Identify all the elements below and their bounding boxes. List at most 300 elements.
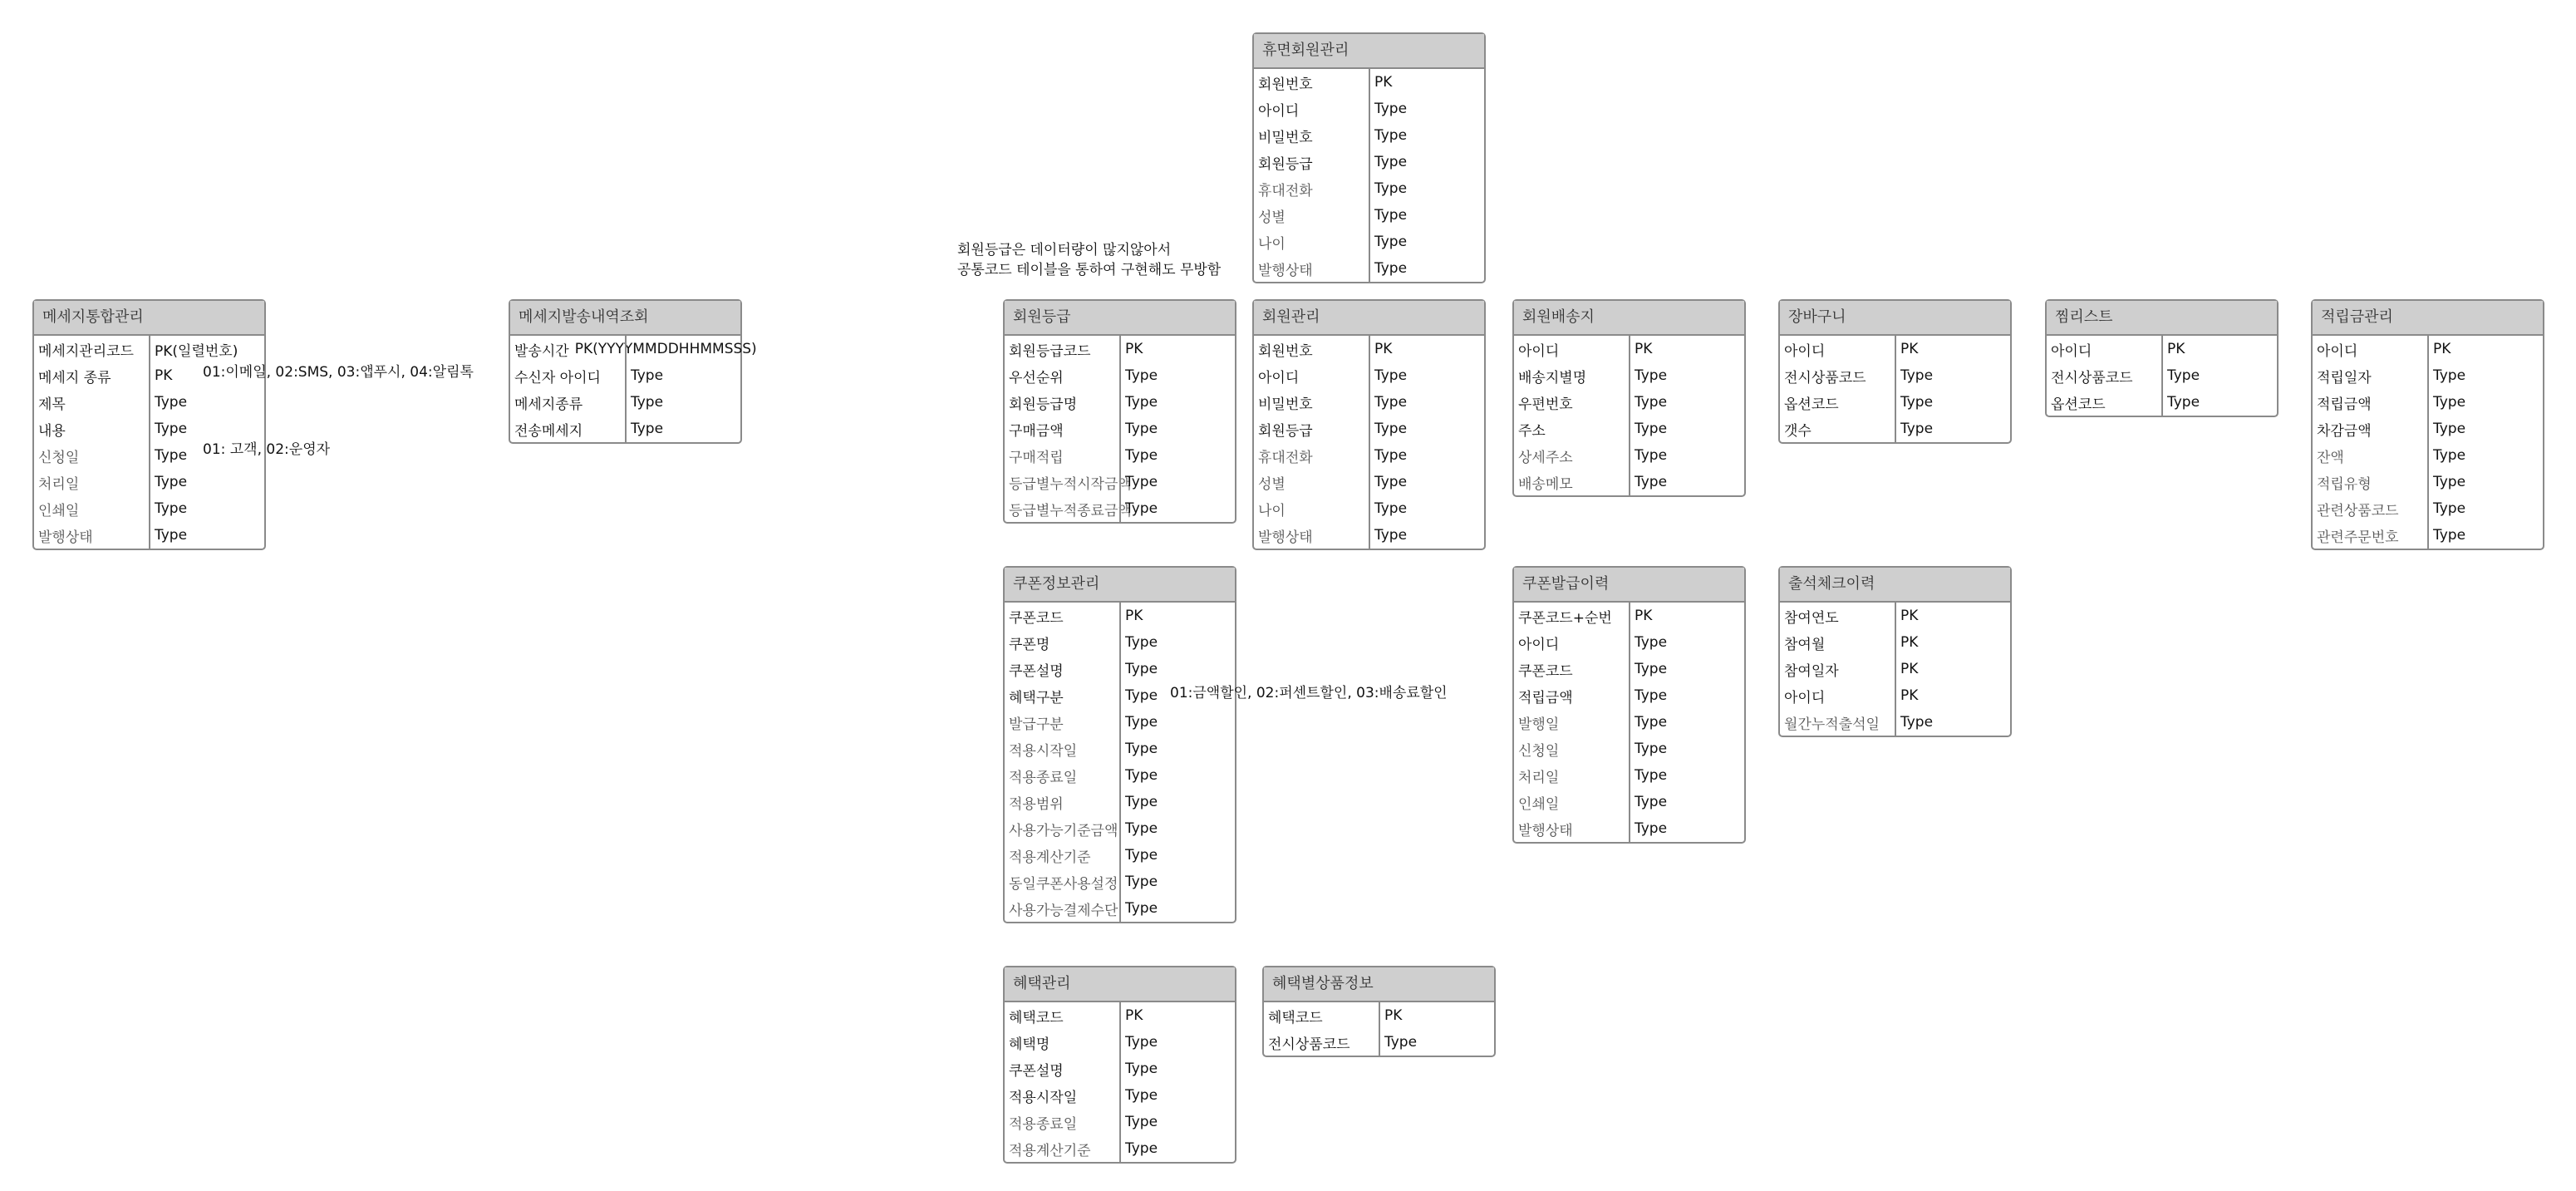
column-name: 주소 [1518,422,1546,440]
column-type: Type [1900,367,1934,384]
column-row [1514,656,1744,682]
column-row [2047,389,2277,416]
column-row [510,389,740,416]
column-name: 등급별누적시작금액 [1009,475,1132,493]
column-row [1005,442,1235,469]
entity-columns [1254,69,1484,282]
column-type: Type [1374,474,1408,490]
entity-columns [2047,336,2277,416]
column-type: PK [1900,687,1919,704]
column-row [1780,362,2010,389]
column-name: 우편번호 [1518,396,1573,413]
column-row [1514,736,1744,762]
points-table [2311,299,2544,550]
column-row [510,336,757,362]
column-type: Type [1125,847,1158,864]
column-type: Type [1635,421,1668,437]
column-name: 배송지별명 [1518,369,1587,386]
column-type: Type [1374,500,1408,517]
column-row [2047,362,2277,389]
column-type: Type [1125,661,1158,677]
column-name: 아이디 [1784,689,1826,706]
entity-columns [1780,603,2010,736]
column-row [1005,895,1235,922]
column-type: Type [1635,687,1668,704]
column-row [1514,603,1744,629]
column-name: 신청일 [1518,742,1560,760]
entity-columns [1005,1002,1235,1162]
column-row [1005,869,1235,895]
entity-title: 회원관리 [1254,301,1484,336]
column-row [2313,442,2543,469]
grade-note-line-1: 회원등급은 데이터량이 많지않아서 [957,242,1172,258]
column-name: 전송메세지 [514,422,583,440]
column-type: Type [631,367,664,384]
column-name: 혜택명 [1009,1036,1050,1053]
column-type: Type [1374,154,1408,170]
entity-columns [1005,336,1235,522]
column-name: 신청일 [38,449,80,466]
column-type: PK [1635,608,1653,624]
column-row [1254,442,1484,469]
column-row [1514,709,1744,736]
column-type: Type [1374,367,1408,384]
column-type: Type [631,421,664,437]
column-name: 수신자 아이디 [514,369,601,386]
column-row [2313,495,2543,522]
column-name: 옵션코드 [1784,396,1839,413]
column-row [1254,202,1484,229]
column-type: Type [155,394,188,411]
benefit-type-note: 01:금액할인, 02:퍼센트할인, 03:배송료할인 [1170,685,1448,701]
column-type: Type [1125,421,1158,437]
column-name: 휴대전화 [1258,449,1313,466]
column-name: 우선순위 [1009,369,1064,386]
column-row [1514,789,1744,815]
column-name: 관련상품코드 [2317,502,2399,519]
column-row [1005,1135,1235,1162]
column-row [2313,389,2543,416]
column-type: Type [2167,367,2200,384]
column-type: Type [1125,1034,1158,1051]
column-name: 전시상품코드 [1268,1036,1350,1053]
column-name: 발송시간 [514,342,569,360]
grade-note [957,240,1221,280]
column-name: 적용시작일 [1009,1089,1078,1106]
column-row [2047,336,2277,362]
column-type: Type [1635,820,1668,837]
column-name: 사용가능결제수단 [1009,902,1118,919]
column-name: 나이 [1258,235,1286,253]
column-name: 구매금액 [1009,422,1064,440]
column-row [1254,522,1484,549]
column-type: Type [1125,820,1158,837]
column-type: Type [155,474,188,490]
column-row [1005,842,1235,869]
column-type: Type [2433,367,2466,384]
column-type: Type [1125,767,1158,784]
column-name: 구매적립 [1009,449,1064,466]
column-type: Type [1635,394,1668,411]
column-type: Type [2433,447,2466,464]
column-name: 등급별누적종료금액 [1009,502,1132,519]
column-name: 적립일자 [2317,369,2372,386]
column-row [1254,255,1484,282]
column-row [1254,69,1484,96]
column-row [34,522,264,549]
column-type: Type [1374,527,1408,544]
column-row [1005,736,1235,762]
column-name: 쿠폰명 [1009,636,1050,653]
column-name: 적용종료일 [1009,1115,1078,1133]
column-type: Type [1374,394,1408,411]
member-shipping-table [1512,299,1746,497]
column-row [1514,469,1744,495]
column-row [1514,389,1744,416]
entity-title: 찜리스트 [2047,301,2277,336]
column-type: Type [1900,421,1934,437]
column-type: Type [1374,421,1408,437]
column-row [1780,709,2010,736]
column-row [1005,389,1235,416]
column-type: Type [1125,367,1158,384]
grade-note-line-2: 공통코드 테이블을 통하여 구현해도 무방함 [957,262,1222,278]
entity-columns [510,336,757,442]
column-name: 회원등급코드 [1009,342,1091,360]
column-row [1514,416,1744,442]
column-type: Type [1125,394,1158,411]
column-name: 성별 [1258,209,1286,226]
column-type: Type [2433,394,2466,411]
column-row [510,362,740,389]
column-type: Type [1125,874,1158,890]
column-type: Type [1635,794,1668,810]
column-type: Type [1374,447,1408,464]
column-name: 아이디 [1518,636,1560,653]
column-type: PK [2433,341,2451,357]
column-type: PK [1125,608,1143,624]
column-name: 적용계산기준 [1009,1142,1091,1159]
column-name: 아이디 [1258,102,1300,120]
column-name: 전시상품코드 [2051,369,2133,386]
benefit-table [1003,966,1236,1164]
column-row [1514,362,1744,389]
entity-title: 메세지통합관리 [34,301,264,336]
column-name: 아이디 [1258,369,1300,386]
column-type: Type [1374,180,1408,197]
column-type: Type [2433,421,2466,437]
column-name: 혜택구분 [1009,689,1064,706]
column-name: 혜택코드 [1009,1009,1064,1026]
column-row [1005,1002,1235,1029]
entity-title: 휴면회원관리 [1254,34,1484,69]
column-name: 적용계산기준 [1009,849,1091,866]
column-row [1005,469,1235,495]
column-type: Type [155,527,188,544]
column-row [1264,1002,1494,1029]
column-name: 쿠폰코드+순번 [1518,609,1612,627]
column-row [2313,336,2543,362]
column-name: 회원등급 [1258,155,1313,173]
column-type: Type [2433,527,2466,544]
column-type: Type [1125,794,1158,810]
entity-columns [1254,336,1484,549]
column-type: Type [1125,687,1158,704]
member-grade-table [1003,299,1236,524]
column-row [1780,389,2010,416]
column-name: 회원번호 [1258,342,1313,360]
column-type: Type [1635,661,1668,677]
column-type: PK [1900,661,1919,677]
column-type: Type [1900,394,1934,411]
column-row [1514,762,1744,789]
column-row [1254,495,1484,522]
column-type: PK [1125,341,1143,357]
column-type: Type [1374,101,1408,117]
column-type: PK [1374,74,1393,91]
column-row [1514,336,1744,362]
column-row [1780,629,2010,656]
column-name: 쿠폰설명 [1009,1062,1064,1080]
column-name: 발행상태 [1258,529,1313,546]
entity-columns [1780,336,2010,442]
column-type: Type [1635,741,1668,757]
entity-columns [1264,1002,1494,1056]
column-name: 회원번호 [1258,76,1313,93]
column-type: Type [1125,474,1158,490]
column-name: 메세지 종류 [38,369,111,386]
column-name: 아이디 [1518,342,1560,360]
column-name: 메세지관리코드 [38,342,134,360]
column-name: 참여연도 [1784,609,1839,627]
benefit-product-table [1262,966,1496,1057]
column-name: 적용종료일 [1009,769,1078,786]
column-name: 사용가능기준금액 [1009,822,1118,839]
cart-table [1778,299,2012,444]
column-name: 회원등급 [1258,422,1313,440]
column-type: Type [1635,714,1668,731]
column-row [1005,656,1235,682]
column-type: Type [1635,767,1668,784]
column-row [1780,416,2010,442]
column-name: 잔액 [2317,449,2344,466]
column-name: 적립금액 [1518,689,1573,706]
column-type: Type [1635,367,1668,384]
column-name: 적립유형 [2317,475,2372,493]
column-name: 발행상태 [38,529,93,546]
column-type: PK [1635,341,1653,357]
column-name: 아이디 [1784,342,1826,360]
entity-columns [1005,603,1235,922]
column-row [1005,789,1235,815]
column-row [1254,469,1484,495]
column-name: 발행상태 [1258,262,1313,279]
column-type: Type [2433,474,2466,490]
member-table [1252,299,1486,550]
column-name: 동일쿠폰사용설정 [1009,875,1118,893]
entity-title: 쿠폰발급이력 [1514,568,1744,603]
column-type: PK [155,367,173,384]
column-type: PK [1900,634,1919,651]
column-name: 참여일자 [1784,662,1839,680]
entity-title: 혜택관리 [1005,967,1235,1002]
column-row [1005,1082,1235,1109]
column-name: 나이 [1258,502,1286,519]
column-row [1254,175,1484,202]
column-row [1005,629,1235,656]
column-row [34,416,264,442]
requester-note: 01: 고객, 02:운영자 [203,441,331,458]
column-row [1254,389,1484,416]
column-name: 아이디 [2051,342,2092,360]
column-name: 처리일 [1518,769,1560,786]
column-row [34,469,264,495]
column-type: Type [1125,447,1158,464]
column-type: Type [2167,394,2200,411]
column-name: 성별 [1258,475,1286,493]
column-row [1005,336,1235,362]
column-row [1005,1029,1235,1056]
column-type: Type [1900,714,1934,731]
coupon-info-table [1003,566,1236,923]
column-row [1005,1056,1235,1082]
column-name: 처리일 [38,475,80,493]
column-name: 비밀번호 [1258,129,1313,146]
column-type: Type [1635,634,1668,651]
column-type: PK [1125,1007,1143,1024]
column-row [34,495,264,522]
column-name: 상세주소 [1518,449,1573,466]
column-type: Type [1635,474,1668,490]
column-type: Type [1374,260,1408,277]
column-row [1264,1029,1494,1056]
message-type-note: 01:이메일, 02:SMS, 03:앱푸시, 04:알림톡 [203,364,474,381]
column-type: Type [155,500,188,517]
dormant-member-table [1252,32,1486,283]
column-row [2313,416,2543,442]
column-row [1514,815,1744,842]
column-row [2313,469,2543,495]
column-row [1254,96,1484,122]
column-row [1254,336,1484,362]
column-row [1005,362,1235,389]
column-name: 회원등급명 [1009,396,1078,413]
column-name: 메세지종류 [514,396,583,413]
wishlist-table [2045,299,2279,417]
column-type: Type [631,394,664,411]
column-type: Type [2433,500,2466,517]
entity-columns [1514,336,1744,495]
column-type: Type [1374,127,1408,144]
entity-title: 회원배송지 [1514,301,1744,336]
column-name: 내용 [38,422,66,440]
column-row [1780,682,2010,709]
column-name: 차감금액 [2317,422,2372,440]
column-type: Type [1125,634,1158,651]
entity-title: 혜택별상품정보 [1264,967,1494,1002]
column-type: Type [1125,900,1158,917]
column-name: 옵션코드 [2051,396,2106,413]
column-name: 배송메모 [1518,475,1573,493]
entity-title: 메세지발송내역조회 [510,301,740,336]
column-name: 참여월 [1784,636,1826,653]
column-type: PK(일렬번호) [155,342,238,360]
column-name: 쿠폰코드 [1518,662,1573,680]
column-type: Type [1125,1114,1158,1130]
column-row [1514,629,1744,656]
column-row [1514,682,1744,709]
column-type: PK [2167,341,2185,357]
column-row [1005,495,1235,522]
column-name: 적립금액 [2317,396,2372,413]
column-row [1254,416,1484,442]
column-type: Type [1125,1061,1158,1077]
column-row [1254,149,1484,175]
column-name: 적용시작일 [1009,742,1078,760]
entity-title: 적립금관리 [2313,301,2543,336]
column-type: Type [1125,500,1158,517]
column-type: Type [1125,1087,1158,1104]
column-type: Type [1125,714,1158,731]
column-name: 휴대전화 [1258,182,1313,199]
column-row [1780,336,2010,362]
column-row [2313,362,2543,389]
column-row [1254,122,1484,149]
column-name: 발행상태 [1518,822,1573,839]
message-integrated-table [32,299,266,550]
column-row [1254,229,1484,255]
coupon-issue-table [1512,566,1746,844]
column-name: 인쇄일 [38,502,80,519]
column-name: 인쇄일 [1518,795,1560,813]
entity-title: 출석체크이력 [1780,568,2010,603]
entity-title: 장바구니 [1780,301,2010,336]
column-type: PK [1900,608,1919,624]
column-name: 갯수 [1784,422,1812,440]
column-name: 아이디 [2317,342,2358,360]
column-type: Type [1125,1140,1158,1157]
column-row [1514,442,1744,469]
column-name: 비밀번호 [1258,396,1313,413]
column-type: Type [1125,741,1158,757]
entity-title: 회원등급 [1005,301,1235,336]
entity-columns [1514,603,1744,842]
entity-title: 쿠폰정보관리 [1005,568,1235,603]
column-name: 쿠폰설명 [1009,662,1064,680]
column-type: Type [1384,1034,1418,1051]
message-history-table [509,299,757,444]
column-row [2313,522,2543,549]
column-type: PK [1384,1007,1403,1024]
column-row [1005,815,1235,842]
column-type: Type [155,421,188,437]
column-name: 전시상품코드 [1784,369,1866,386]
column-name: 혜택코드 [1268,1009,1323,1026]
column-row [1780,603,2010,629]
column-row [34,336,264,362]
column-type: Type [155,447,188,464]
column-name: 발행일 [1518,716,1560,733]
column-name: 관련주문번호 [2317,529,2399,546]
column-name: 월간누적출석일 [1784,716,1880,733]
column-name: 제목 [38,396,66,413]
column-row [1005,416,1235,442]
column-row [1005,603,1235,629]
entity-columns [2313,336,2543,549]
column-type: PK [1374,341,1393,357]
column-name: 발급구분 [1009,716,1064,733]
column-type: Type [1374,207,1408,224]
